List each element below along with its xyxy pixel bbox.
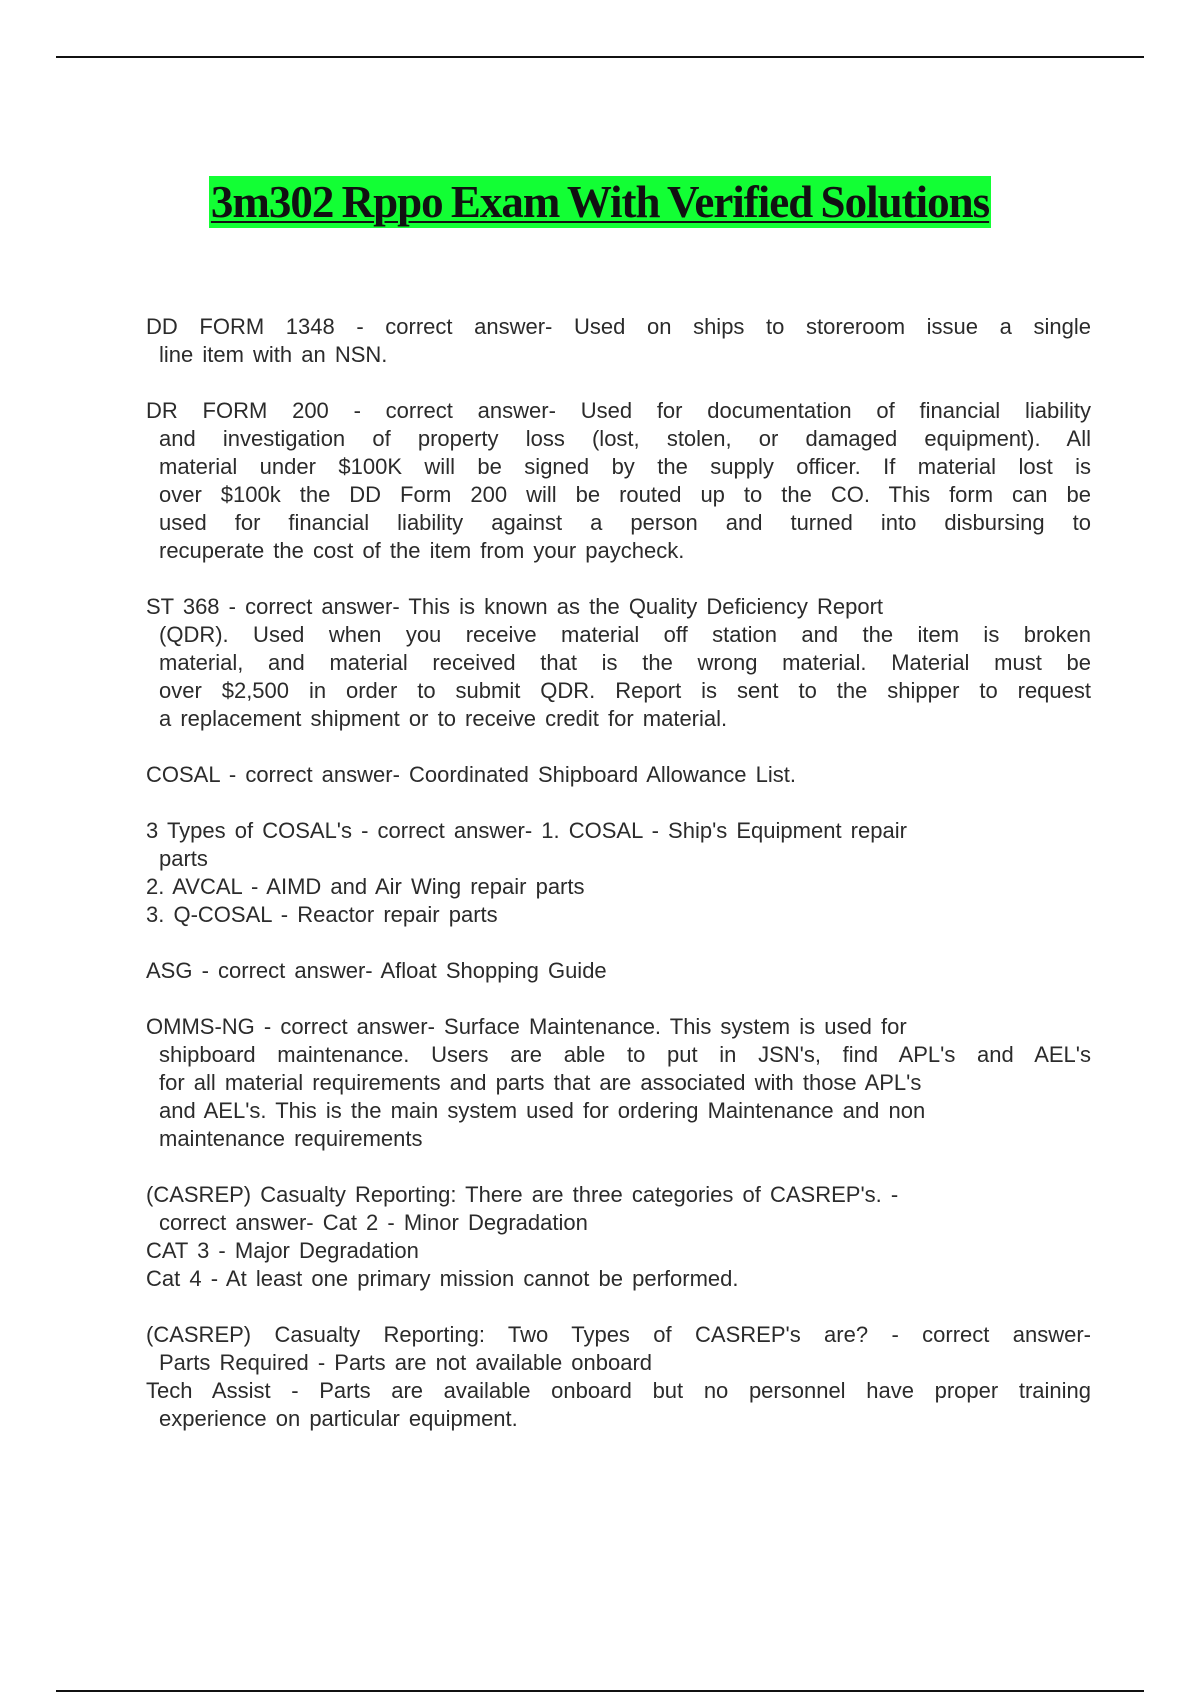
entry-line: and investigation of property loss (lost, stolen, or damaged equipment). All: [159, 426, 1091, 451]
qa-entry-casrep-types: [146, 1321, 1091, 1433]
entry-line: shipboard maintenance. Users are able to put in JSN's, find APL's and AEL's: [159, 1042, 1091, 1067]
document-body: [146, 313, 1091, 1433]
qa-entry-cosal: [146, 761, 1091, 789]
qa-entry-casrep-categories: [146, 1181, 1091, 1293]
entry-line: 3 Types of COSAL's - correct answer- 1. COSAL - Ship's Equipment repair: [146, 818, 907, 843]
entry-line: a replacement shipment or to receive credit for material.: [159, 706, 728, 731]
entry-line: DD FORM 1348 - correct answer- Used on ships to storeroom issue a single: [146, 314, 1091, 339]
entry-line: for all material requirements and parts that are associated with those APL's: [159, 1070, 922, 1095]
qa-entry-dr-form-200: [146, 397, 1091, 565]
entry-line: COSAL - correct answer- Coordinated Shipboard Allowance List.: [146, 762, 796, 787]
document-title: 3m302 Rppo Exam With Verified Solutions: [210, 177, 990, 227]
entry-line: maintenance requirements: [159, 1126, 423, 1151]
entry-line: (CASREP) Casualty Reporting: Two Types of CASREP's are? - correct answer-: [146, 1322, 1091, 1347]
entry-line: parts: [159, 846, 208, 871]
qa-entry-omms-ng: [146, 1013, 1091, 1153]
qa-entry-asg: [146, 957, 1091, 985]
qa-entry-st-368: [146, 593, 1091, 733]
entry-line: material, and material received that is the wrong material. Material must be: [159, 650, 1091, 675]
top-rule: [56, 56, 1144, 58]
entry-line: over $100k the DD Form 200 will be routed up to the CO. This form can be: [159, 482, 1091, 507]
qa-entry-dd-form-1348: [146, 313, 1091, 369]
bottom-rule: [56, 1690, 1144, 1692]
entry-line: over $2,500 in order to submit QDR. Report is sent to the shipper to request: [159, 678, 1091, 703]
entry-line: and AEL's. This is the main system used for ordering Maintenance and non: [159, 1098, 926, 1123]
entry-line: line item with an NSN.: [159, 342, 388, 367]
entry-line: DR FORM 200 - correct answer- Used for documentation of financial liability: [146, 398, 1091, 423]
qa-entry-cosal-types: [146, 817, 1091, 929]
entry-line: (CASREP) Casualty Reporting: There are three categories of CASREP's. -: [146, 1182, 899, 1207]
entry-line: experience on particular equipment.: [159, 1406, 518, 1431]
entry-line: CAT 3 - Major Degradation: [146, 1238, 419, 1263]
entry-line: used for financial liability against a person and turned into disbursing to: [159, 510, 1091, 535]
entry-line: recuperate the cost of the item from your paycheck.: [159, 538, 685, 563]
entry-line: material under $100K will be signed by the supply officer. If material lost is: [159, 454, 1091, 479]
entry-line: OMMS-NG - correct answer- Surface Maintenance. This system is used for: [146, 1014, 907, 1039]
entry-line: ASG - correct answer- Afloat Shopping Guide: [146, 958, 607, 983]
entry-line: Parts Required - Parts are not available onboard: [159, 1350, 653, 1375]
entry-line: correct answer- Cat 2 - Minor Degradation: [159, 1210, 588, 1235]
entry-line: Tech Assist - Parts are available onboard but no personnel have proper training: [146, 1378, 1091, 1403]
entry-line: ST 368 - correct answer- This is known as the Quality Deficiency Report: [146, 594, 884, 619]
entry-line: 3. Q-COSAL - Reactor repair parts: [146, 902, 498, 927]
entry-line: Cat 4 - At least one primary mission cannot be performed.: [146, 1266, 739, 1291]
entry-line: 2. AVCAL - AIMD and Air Wing repair parts: [146, 874, 585, 899]
title-container: [0, 176, 1200, 228]
entry-line: (QDR). Used when you receive material off station and the item is broken: [159, 622, 1091, 647]
